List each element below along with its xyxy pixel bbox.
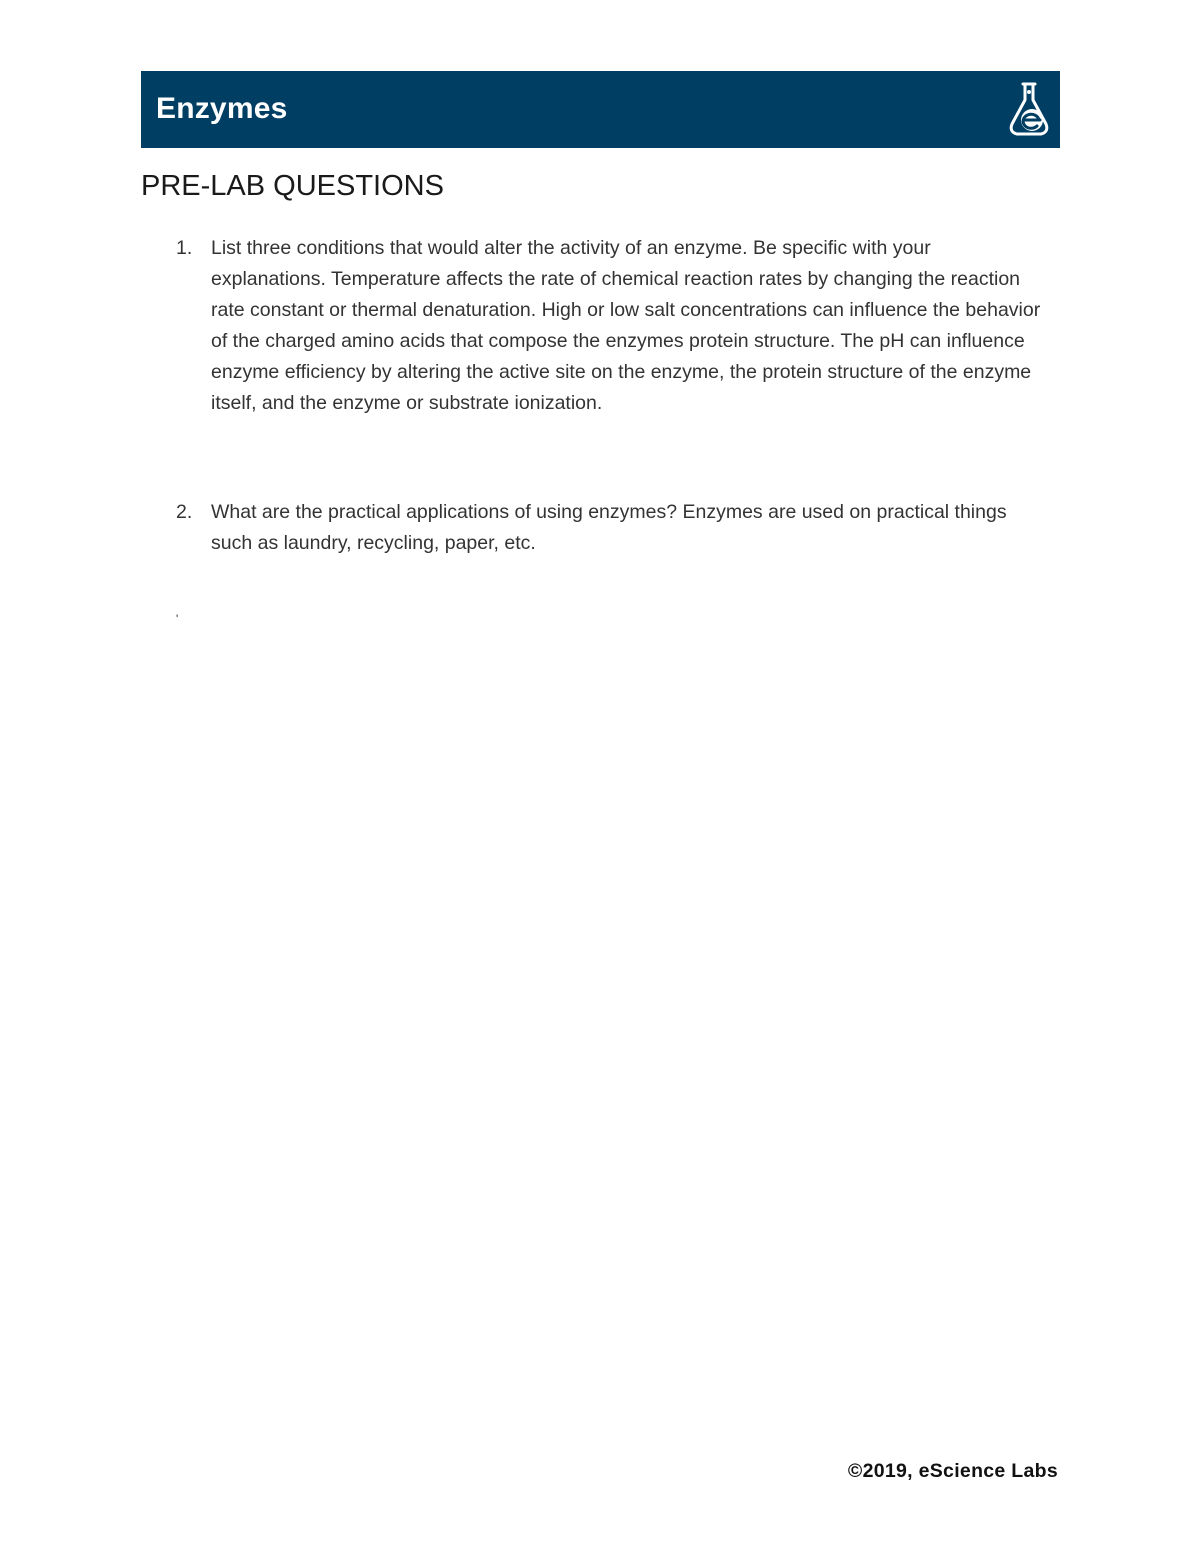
header-bar — [141, 71, 1060, 148]
question-number: 1. — [176, 237, 193, 259]
question-text: List three conditions that would alter the activity of an enzyme. Be specific with your explanations. Temperature affects the rate of chemical reaction rates by changing the reaction rate constant or thermal denaturation. High or low salt concentrations can influence the behavior of the charged amino acids that compose the enzymes protein structure. The pH can influence enzyme efficiency by altering the active site on the enzyme, the protein structure of the enzyme itself, and the enzyme or substrate ionization. — [211, 237, 1041, 414]
document-title: Enzymes — [156, 92, 288, 125]
copyright-footer: ©2019, eScience Labs — [847, 1460, 1058, 1482]
question-item — [141, 233, 1041, 419]
question-number: 2. — [176, 501, 193, 523]
question-text: What are the practical applications of using enzymes? Enzymes are used on practical things such as laundry, recycling, paper, etc. — [211, 501, 1007, 554]
stray-mark: ' — [176, 612, 179, 626]
flask-e-logo-icon — [1006, 80, 1052, 138]
section-heading: PRE-LAB QUESTIONS — [141, 170, 444, 202]
question-item — [141, 497, 1041, 559]
